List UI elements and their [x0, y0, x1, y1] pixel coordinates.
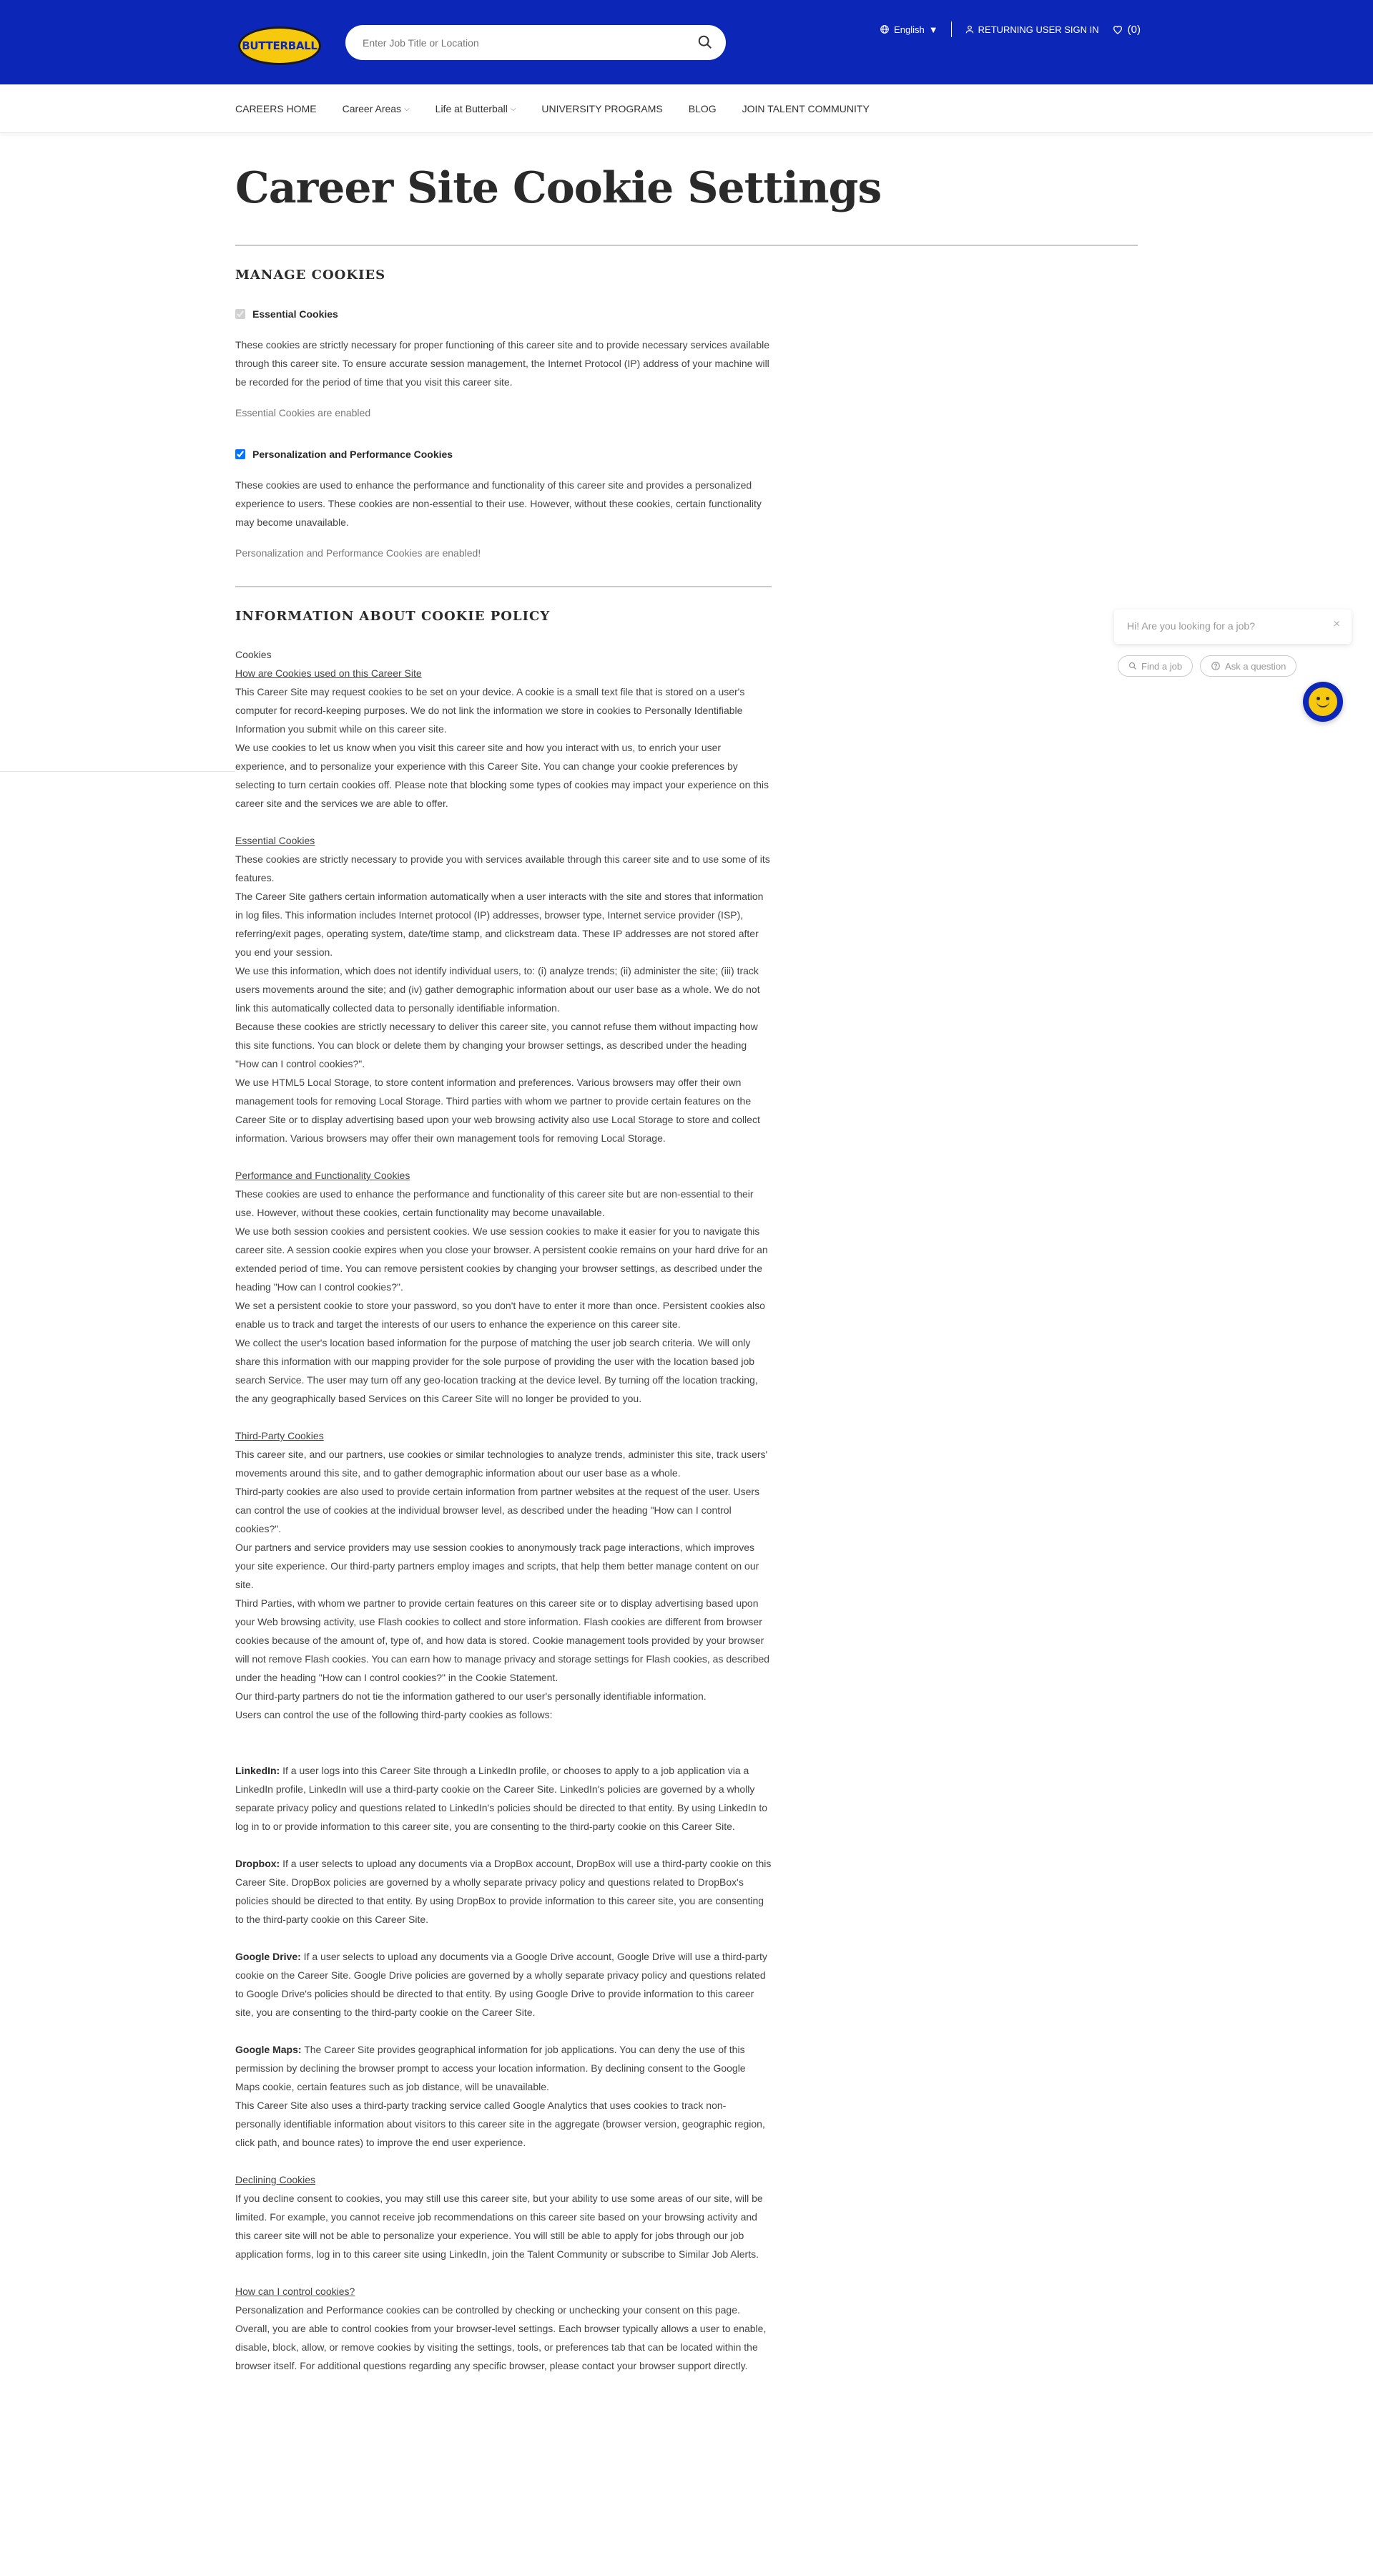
- ask-question-button[interactable]: [1200, 655, 1296, 677]
- policy-cookies-heading: Cookies: [235, 649, 272, 660]
- header-utilities: [880, 21, 1141, 37]
- language-label: English: [894, 24, 925, 35]
- nav-label: Life at Butterball: [435, 103, 508, 114]
- essential-cookies-row: [235, 308, 772, 320]
- policy-google-maps: [235, 2040, 772, 2096]
- policy-google-drive: [235, 1947, 772, 2022]
- nav-label: CAREERS HOME: [235, 103, 317, 114]
- policy-paragraph: We use cookies to let us know when you visit this career site and how you interact with us, to enrich your user experience, and to personalize your experience with this Career Site. You can change your cookie preferences by selecting to turn certain cookies off. Please note that blocking some types of cookies may impact your experience on this career site and the services we are able to offer.: [235, 742, 769, 809]
- policy-paragraph: The Career Site gathers certain information automatically when a user interacts with the site and stores that information in log files. This information includes Internet protocol (IP) addresses, browser type, Internet service provider (ISP), referring/exit pages, operating system, date/time stamp, and clickstream data. These IP addresses are not stored after you end your session.: [235, 891, 764, 958]
- search-icon[interactable]: [697, 34, 713, 50]
- personalization-cookies-row: [235, 449, 772, 460]
- policy-paragraph: We set a persistent cookie to store your password, so you don't have to enter it more than once. Persistent cookies also enable us to track and target the interests of our users to enhance the experience on this career site.: [235, 1300, 765, 1330]
- spacer: [235, 2022, 772, 2040]
- essential-cookies-label: Essential Cookies: [252, 308, 338, 320]
- nav-university-programs[interactable]: [541, 103, 662, 114]
- policy-paragraph: Because these cookies are strictly necessary to deliver this career site, you cannot refuse them without impacting how this site functions. You can block or delete them by changing your browser settings, as described under the heading "How can I control cookies?".: [235, 1021, 758, 1069]
- policy-paragraph: Personalization and Performance cookies can be controlled by checking or unchecking your consent on this page.: [235, 2304, 740, 2316]
- policy-paragraph: We collect the user's location based information for the purpose of matching the user job search criteria. We will only share this information with our mapping provider for the sole purpose of providing the user with the location based job search Service. The user may turn off any geo-location tracking at the device level. By turning off the location tracking, the any geographically based Services on this Career Site will no longer be provided to you.: [235, 1337, 758, 1404]
- chevron-down-icon: ⌵: [510, 104, 516, 113]
- policy-paragraph: These cookies are used to enhance the performance and functionality of this career site but are non-essential to their use. However, without these cookies, certain functionality may become unavailable.: [235, 1188, 754, 1218]
- page-title: Career Site Cookie Settings: [235, 163, 882, 213]
- heart-icon: [1112, 24, 1123, 35]
- spacer: [235, 2152, 772, 2170]
- header-divider: [951, 21, 952, 37]
- cookie-settings: [235, 308, 772, 624]
- policy-paragraph: This Career Site also uses a third-party tracking service called Google Analytics that uses cookies to track non-personally identifiable information about visitors to this career site in the aggregate (browser version, geographic region, click path, and bounce rates) to improve the end user experience.: [235, 2100, 765, 2148]
- main-nav-bar: [0, 84, 1373, 133]
- chevron-down-icon: ⌵: [404, 104, 410, 113]
- caret-down-icon: ▼: [928, 24, 938, 35]
- policy-declining-heading: Declining Cookies: [235, 2174, 316, 2185]
- cookie-policy-body: [235, 645, 772, 2375]
- spacer: [235, 1836, 772, 1854]
- chatbot-quick-actions: [1118, 655, 1296, 677]
- globe-icon: [880, 24, 890, 34]
- nav-life-at-butterball[interactable]: [435, 103, 516, 114]
- top-header: [0, 0, 1373, 84]
- policy-paragraph: If you decline consent to cookies, you may still use this career site, but your ability to use some areas of our site, will be limited. For example, you cannot receive job recommendations on this career site based on your browsing activity and this career site will not be able to personalize your experience. You will still be able to apply for jobs through our job application forms, log in to this career site using LinkedIn, join the Talent Community or subscribe to Similar Job Alerts.: [235, 2193, 763, 2260]
- personalization-cookies-description: These cookies are used to enhance the performance and functionality of this career site and provides a personalized experience to users. These cookies are non-essential to their use. However, without these cookies, certain functionality may become unavailable.: [235, 479, 762, 528]
- policy-paragraph: Overall, you are able to control cookies from your browser-level settings. Each browser typically allows a user to enable, disable, block, allow, or remove cookies by visiting the settings, tools, or preferences tab that can be located within the browser itself. For additional questions regarding any specific browser, please contact your browser support directly.: [235, 2323, 767, 2371]
- google-drive-text: If a user selects to upload any documents via a Google Drive account, Google Drive will use a third-party cookie on the Career Site. Google Drive policies are governed by a wholly separate privacy policy and questions related to Google Drive's policies should be directed to that entity. By using Google Drive to provide information to this career site, you are consenting to the third-party cookie on the Career Site.: [235, 1951, 767, 2018]
- policy-paragraph: Users can control the use of the following third-party cookies as follows:: [235, 1709, 553, 1720]
- logo-text: BUTTERBALL: [242, 39, 318, 52]
- policy-control-heading: How can I control cookies?: [235, 2286, 355, 2297]
- spacer: [235, 1929, 772, 1947]
- policy-paragraph: Our third-party partners do not tie the information gathered to our user's personally identifiable information.: [235, 1690, 707, 1702]
- spacer: [235, 1724, 772, 1761]
- policy-paragraph: These cookies are strictly necessary to provide you with services available through this career site and to use some of its features.: [235, 853, 770, 883]
- nav-label: BLOG: [688, 103, 717, 114]
- personalization-cookies-status: Personalization and Performance Cookies are enabled!: [235, 547, 481, 559]
- manage-cookies-heading: MANAGE COOKIES: [235, 268, 386, 283]
- title-divider: [235, 245, 1138, 246]
- nav-careers-home[interactable]: [235, 103, 317, 114]
- google-maps-label: Google Maps:: [235, 2044, 302, 2055]
- language-selector[interactable]: [880, 24, 938, 35]
- nav-label: JOIN TALENT COMMUNITY: [742, 103, 870, 114]
- spacer: [235, 2263, 772, 2282]
- policy-third-party-heading: Third-Party Cookies: [235, 1430, 324, 1441]
- nav-join-talent-community[interactable]: [742, 103, 870, 114]
- favorites-count: (0): [1127, 23, 1141, 36]
- close-icon[interactable]: ×: [1333, 618, 1340, 630]
- policy-paragraph: This Career Site may request cookies to be set on your device. A cookie is a small text file that is stored on a user's computer for record-keeping purposes. We do not link the information we store in cookies to Personally Identifiable Information you submit while on this career site.: [235, 686, 745, 735]
- user-icon: [965, 24, 975, 34]
- nav-label: UNIVERSITY PROGRAMS: [541, 103, 663, 114]
- personalization-cookies-label: Personalization and Performance Cookies: [252, 449, 453, 460]
- decorative-divider: [0, 771, 235, 772]
- linkedin-text: If a user logs into this Career Site through a LinkedIn profile, or chooses to apply to a job application via a LinkedIn profile, LinkedIn will use a third-party cookie on the Career Site. LinkedIn's policies are governed by a wholly separate privacy policy and questions related to LinkedIn's policies should be directed to that entity. By using LinkedIn to log in to or provide information to this career site, you are consenting to the third-party cookie on this Career Site.: [235, 1765, 768, 1832]
- find-job-button[interactable]: [1118, 655, 1193, 677]
- policy-paragraph: Third Parties, with whom we partner to provide certain features on this career site or to display advertising based upon your Web browsing activity, use Flash cookies to collect and store information. Flash cookies are different from browser cookies because of the amount of, type of, and how data is stored. Cookie management tools provided by your browser will not remove Flash cookies. You can earn how to manage privacy and storage settings for Flash cookies, as described under the heading "How can I control cookies?" in the Cookie Statement.: [235, 1597, 770, 1683]
- returning-user-signin-link[interactable]: [965, 24, 1099, 35]
- policy-performance-heading: Performance and Functionality Cookies: [235, 1170, 410, 1181]
- policy-paragraph: We use this information, which does not identify individual users, to: (i) analyze trends; (ii) administer the site; (iii) track users movements around the site; and (iv) gather demographic information about our user base as a whole. We do not link this automatically collected data to personally identifiable information.: [235, 965, 760, 1014]
- question-icon: [1211, 661, 1221, 671]
- policy-essential-heading: Essential Cookies: [235, 835, 315, 846]
- chatbot-prompt-text: Hi! Are you looking for a job?: [1127, 620, 1255, 632]
- policy-paragraph: Our partners and service providers may use session cookies to anonymously track page interactions, which improves your site experience. Our third-party partners employ images and scripts, that help them better manage content on our site.: [235, 1542, 759, 1590]
- essential-cookies-description: These cookies are strictly necessary for proper functioning of this career site and to provide necessary services available through this career site. To ensure accurate session management, the Internet Protocol (IP) address of your machine will be recorded for the period of time that you visit this career site.: [235, 339, 770, 388]
- dropbox-label: Dropbox:: [235, 1858, 280, 1869]
- chatbot-prompt[interactable]: [1114, 609, 1352, 644]
- search-bar: [345, 25, 726, 60]
- ask-question-label: Ask a question: [1225, 660, 1286, 672]
- main-nav: [235, 84, 895, 133]
- policy-paragraph: This career site, and our partners, use cookies or similar technologies to analyze trends, administer this site, track users' movements around this site, and to gather demographic information about our user base as a whole.: [235, 1449, 768, 1479]
- spacer: [235, 1147, 772, 1166]
- google-drive-label: Google Drive:: [235, 1951, 301, 1962]
- signin-label: RETURNING USER SIGN IN: [978, 24, 1099, 35]
- cookie-policy-heading: INFORMATION ABOUT COOKIE POLICY: [235, 609, 551, 624]
- policy-paragraph: We use HTML5 Local Storage, to store content information and preferences. Various browsers may offer their own management tools for removing Local Storage. Third parties with whom we partner to provide certain features on the Career Site or to display advertising based upon your web browsing activity also use Local Storage to store and collect information. Various browsers may offer their own management tools for removing Local Storage.: [235, 1077, 760, 1144]
- dropbox-text: If a user selects to upload any documents via a DropBox account, DropBox will use a third-party cookie on this Career Site. DropBox policies are governed by a wholly separate privacy policy and questions related to DropBox's policies should be directed to that entity. By using DropBox to provide information to this career site, you are consenting to the third-party cookie on this Career Site.: [235, 1858, 772, 1925]
- policy-paragraph: We use both session cookies and persistent cookies. We use session cookies to make it easier for you to navigate this career site. A session cookie expires when you close your browser. A persistent cookie remains on your hard drive for an extended period of time. You can remove persistent cookies by changing your browser settings, as described under the heading "How can I control cookies?".: [235, 1225, 768, 1293]
- search-input[interactable]: [363, 25, 677, 60]
- personalization-cookies-checkbox[interactable]: [235, 449, 245, 459]
- linkedin-label: LinkedIn:: [235, 1765, 280, 1776]
- main-content: [235, 133, 1138, 2375]
- policy-dropbox: [235, 1854, 772, 1929]
- google-maps-text: The Career Site provides geographical information for job applications. You can deny the use of this permission by declining the browser prompt to access your location information. By declining consent to the Google Maps cookie, certain features such as job distance, will be unavailable.: [235, 2044, 746, 2092]
- policy-how-used-heading: How are Cookies used on this Career Site: [235, 667, 422, 679]
- policy-linkedin: [235, 1761, 772, 1836]
- favorites-link[interactable]: [1112, 24, 1141, 36]
- nav-career-areas[interactable]: [343, 103, 410, 114]
- butterball-logo[interactable]: [238, 26, 321, 65]
- spacer: [235, 813, 772, 831]
- section-divider: [235, 586, 772, 587]
- chatbot-avatar-icon: [1309, 687, 1337, 716]
- chatbot-launcher[interactable]: [1303, 682, 1343, 722]
- nav-label: Career Areas: [342, 103, 402, 114]
- spacer: [235, 1408, 772, 1426]
- essential-cookies-status: Essential Cookies are enabled: [235, 407, 371, 418]
- find-job-label: Find a job: [1141, 660, 1183, 672]
- search-icon: [1128, 662, 1137, 670]
- essential-cookies-checkbox[interactable]: [235, 309, 245, 319]
- nav-blog[interactable]: [689, 103, 717, 114]
- policy-paragraph: Third-party cookies are also used to provide certain information from partner websites at the request of the user. Users can control the use of cookies at the individual browser level, as described under the heading "How can I control cookies?".: [235, 1486, 760, 1534]
